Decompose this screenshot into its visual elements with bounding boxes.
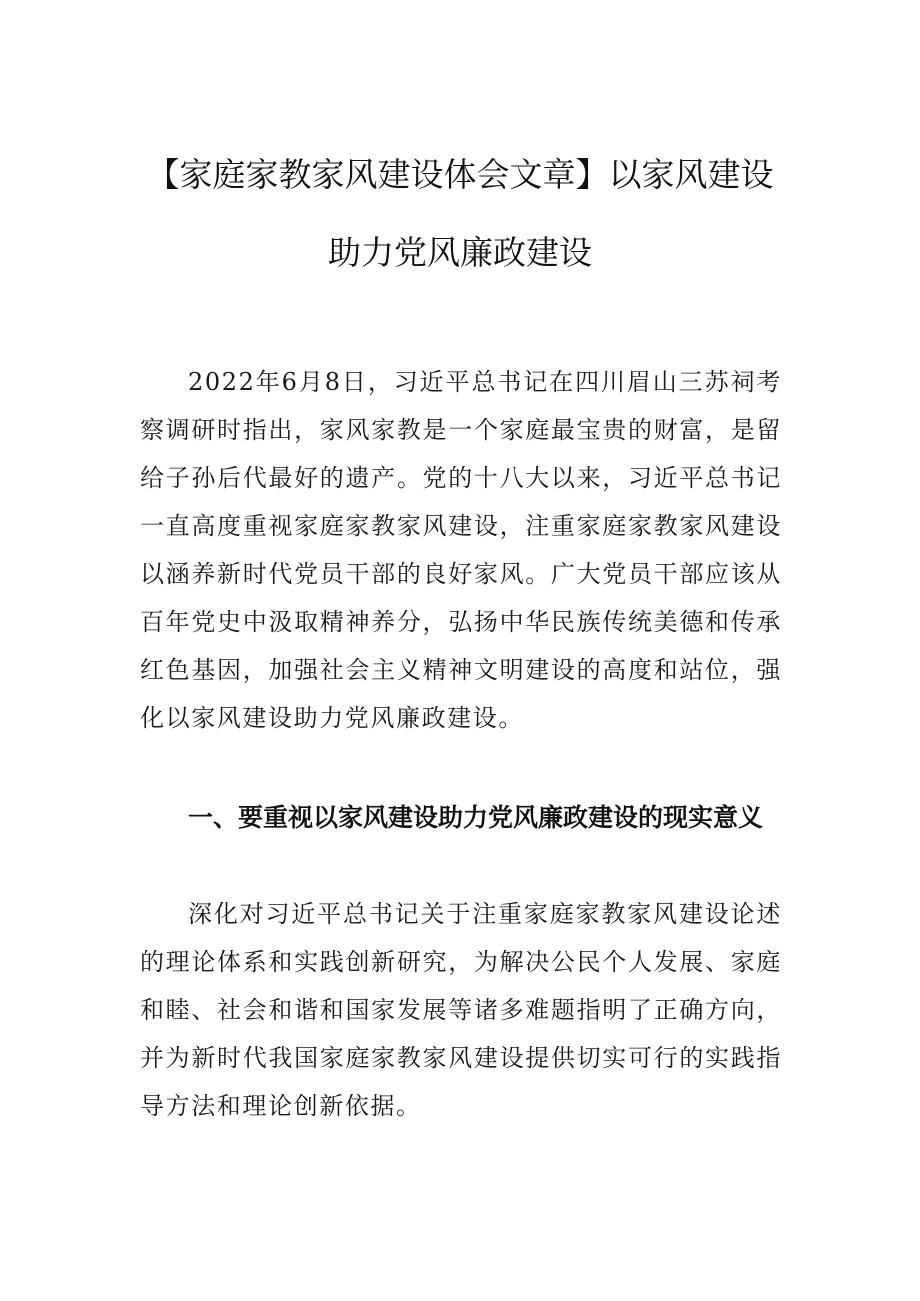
document-title-line-2: 助力党风廉政建设 <box>328 233 592 272</box>
document-title-line-1: 【家庭家教家风建设体会文章】以家风建设 <box>146 155 774 194</box>
intro-paragraph: 2022年6月8日，习近平总书记在四川眉山三苏祠考察调研时指出，家风家教是一个家庭最宝贵的财富，是留给子孙后代最好的遗产。党的十八大以来，习近平总书记一直高度重视家庭家教家风建设，注重家庭家教家风建设以涵养新时代党员干部的良好家风。广大党员干部应该从百年党史中汲取精神养分，弘扬中华民族传统美德和传承红色基因，加强社会主义精神文明建设的高度和站位，强化以家风建设助力党风廉政建设。 <box>140 368 782 732</box>
section-1-paragraph: 深化对习近平总书记关于注重家庭家教家风建设论述的理论体系和实践创新研究，为解决公民个人发展、家庭和睦、社会和谐和国家发展等诸多难题指明了正确方向，并为新时代我国家庭家教家风建设提供切实可行的实践指导方法和理论创新依据。 <box>140 900 782 1120</box>
section-heading-1: 一、要重视以家风建设助力党风廉政建设的现实意义 <box>188 803 764 832</box>
